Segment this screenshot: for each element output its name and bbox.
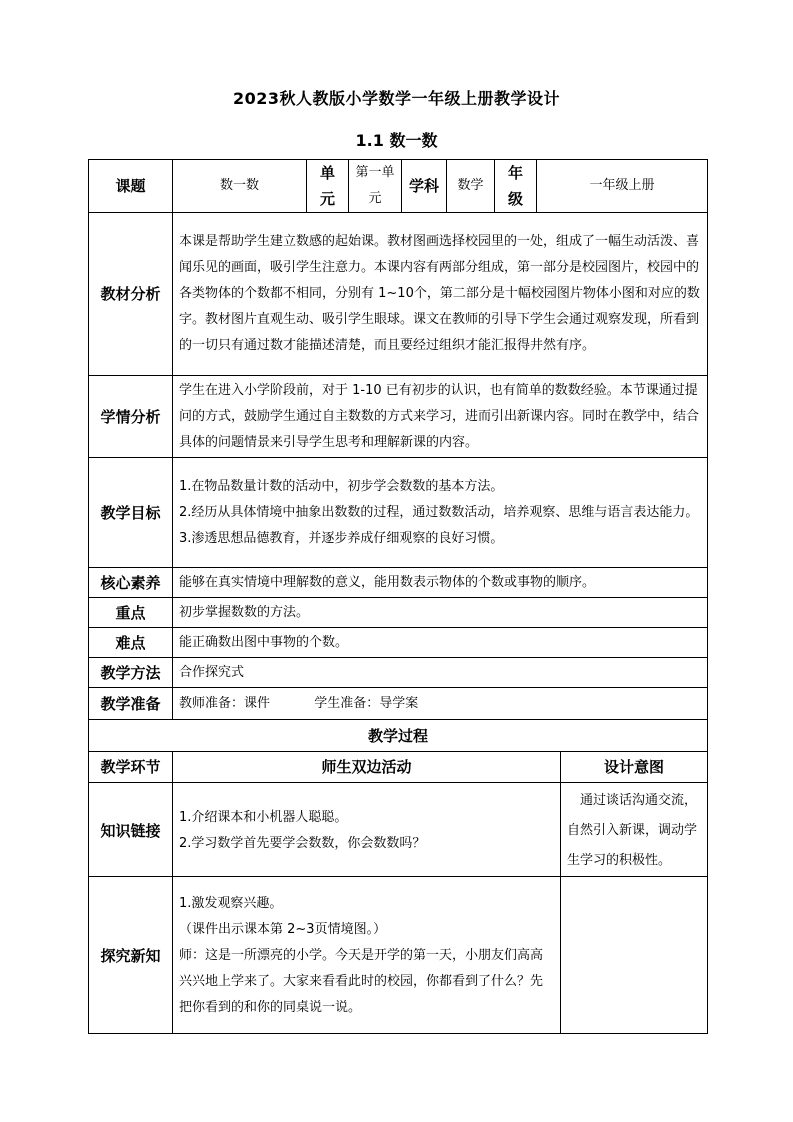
preparation-label: 教学准备 (89, 688, 173, 720)
objective-item: 1.在物品数量计数的活动中，初步学会数数的基本方法。 (179, 478, 504, 494)
process-stage-row (89, 783, 708, 877)
material-analysis-text: 本课是帮助学生建立数感的起始课。教材图画选择校园里的一处，组成了一幅生动活泼、喜闻乐见的画面，吸引学生注意力。本课内容有两部分组成，第一部分是校园图片，校园中的各类物体的个数都不相同，分别有 1~10个，第二部分是十幅校园图片物体小图和对应的数字。教材图片直观生动、吸引学生眼球。课文在教师的引导下学生会通过观察发现，所看到的一切只有通过数才能描述清楚，而且要经过组织才能汇报得井然有序。 (173, 213, 708, 376)
key-point-text: 初步掌握数数的方法。 (173, 598, 708, 628)
stage-intent: 通过谈话沟通交流，自然引入新课，调动学生学习的积极性。 (561, 783, 708, 877)
activity-column-header: 师生双边活动 (173, 752, 561, 783)
key-point-row (89, 598, 708, 628)
material-analysis-label: 教材分析 (89, 213, 173, 376)
stage-name: 知识链接 (89, 783, 173, 877)
lesson-plan-table (88, 159, 708, 1034)
preparation-text (173, 688, 708, 720)
grade-value: 一年级上册 (537, 160, 708, 213)
info-row (89, 160, 708, 213)
method-label: 教学方法 (89, 658, 173, 688)
objectives-label: 教学目标 (89, 458, 173, 568)
stage-activities (173, 877, 561, 1034)
core-literacy-label: 核心素养 (89, 568, 173, 598)
activity-line: 1.介绍课本和小机器人聪聪。 (179, 809, 348, 825)
stage-column-header: 教学环节 (89, 752, 173, 783)
material-analysis-row (89, 213, 708, 376)
difficulty-text: 能正确数出图中事物的个数。 (173, 628, 708, 658)
unit-label: 单元 (307, 160, 349, 213)
stage-name: 探究新知 (89, 877, 173, 1034)
objectives-list (173, 458, 708, 568)
learner-analysis-text: 学生在进入小学阶段前，对于 1-10 已有初步的认识，也有简单的数数经验。本节课通过提问的方式，鼓励学生通过自主数数的方式来学习，进而引出新课内容。同时在教学中，结合具体的问题情景来引导学生思考和理解新课的内容。 (173, 376, 708, 458)
learner-analysis-row (89, 376, 708, 458)
core-literacy-row (89, 568, 708, 598)
activity-line: 1.激发观察兴趣。 (179, 896, 283, 911)
core-literacy-text: 能够在真实情境中理解数的意义，能用数表示物体的个数或事物的顺序。 (173, 568, 708, 598)
topic-label: 课题 (89, 160, 173, 213)
learner-analysis-label: 学情分析 (89, 376, 173, 458)
key-point-label: 重点 (89, 598, 173, 628)
activity-line: 师：这是一所漂亮的小学。今天是开学的第一天，小朋友们高高兴兴地上学来了。大家来看看此时的校园，你都看到了什么？先把你看到的和你的同桌说一说。 (179, 948, 544, 1015)
process-stage-row (89, 877, 708, 1034)
intent-column-header: 设计意图 (561, 752, 708, 783)
method-row (89, 658, 708, 688)
subject-value: 数学 (447, 160, 495, 213)
objectives-row (89, 458, 708, 568)
difficulty-label: 难点 (89, 628, 173, 658)
subject-label: 学科 (402, 160, 447, 213)
stage-activities (173, 783, 561, 877)
teacher-preparation: 教师准备：课件 (179, 695, 271, 711)
objective-item: 3.渗透思想品德教育，并逐步养成仔细观察的良好习惯。 (179, 530, 504, 546)
unit-value: 第一单元 (349, 160, 402, 213)
document-title: 2023秋人教版小学数学一年级上册教学设计 (232, 89, 561, 108)
activity-line: （课件出示课本第 2~3页情境图。） (179, 922, 387, 937)
topic-value: 数一数 (173, 160, 307, 213)
grade-label: 年级 (495, 160, 537, 213)
method-text: 合作探究式 (173, 658, 708, 688)
stage-intent (561, 877, 708, 1034)
activity-line: 2.学习数学首先要学会数数，你会数数吗？ (179, 835, 426, 851)
student-preparation: 学生准备：导学案 (314, 695, 419, 711)
process-columns-row (89, 752, 708, 783)
difficulty-row (89, 628, 708, 658)
objective-item: 2.经历从具体情境中抽象出数数的过程，通过数数活动，培养观察、思维与语言表达能力。 (179, 504, 699, 520)
process-title: 教学过程 (89, 720, 708, 752)
preparation-row (89, 688, 708, 720)
process-heading-row (89, 720, 708, 752)
lesson-title: 1.1 数一数 (355, 131, 438, 150)
